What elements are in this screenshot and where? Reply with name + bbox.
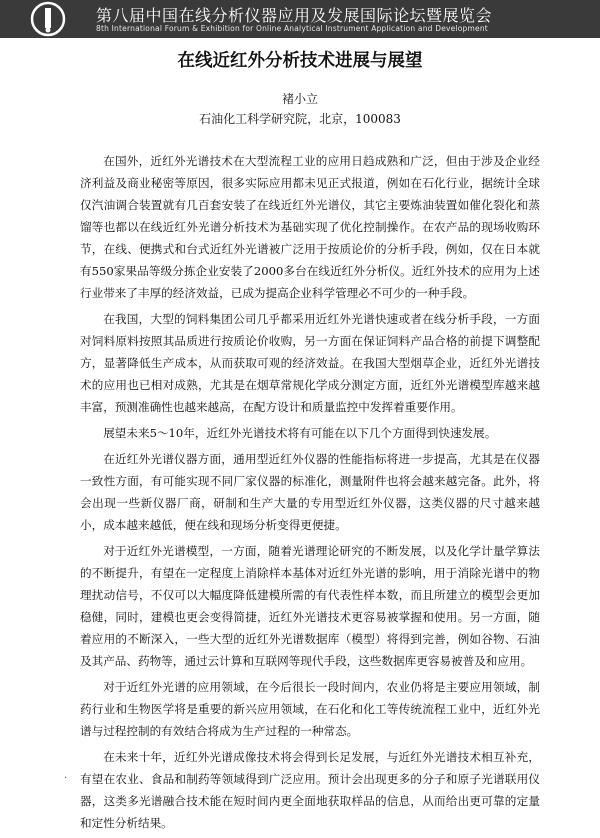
conference-banner — [0, 0, 600, 38]
paragraph: 对于近红外光谱模型，一方面，随着光谱理论研究的不断发展，以及化学计量学算法的不断提升，有望在一定程度上消除样本基体对近红外光谱的影响，用于消除光谱中的物理扰动信号，不仅可以大幅度降低建模所需的有代表性样本数，而且所建立的模型会更加稳健，同时，建模也更会变得简捷，近红外光谱技术更容易被掌握和使用。另一方面，随着应用的不断深入，一些大型的近红外光谱数据库（模型）将得到完善，例如谷物、石油及其产品、药物等，通过云计算和互联网等现代手段，这些数据库更容易被普及和应用。 — [80, 544, 540, 668]
paragraph: 对于近红外光谱的应用领域，在今后很长一段时间内，农业仍将是主要应用领域，制药行业和生物医学将是重要的新兴应用领域，在石化和化工等传统流程工业中，近红外光谱与过程控制的有效结合将成为生产过程的一种常态。 — [80, 680, 540, 738]
paragraph: 展望未来5～10年，近红外光谱技术将有可能在以下几个方面得到快速发展。 — [103, 426, 497, 440]
affiliation: 石油化工科学研究院，北京，100083 — [199, 112, 401, 126]
banner-subtitle: 8th International Forum & Exhibition for Online Analytical Instrument Application and Development — [96, 24, 488, 33]
paragraph: 在未来十年，近红外光谱成像技术将会得到长足发展，与近红外光谱技术相互补充，有望在农业、食品和制药等领域得到广泛应用。预计会出现更多的分子和原子光谱联用仪器，这类多光谱融合技术能在短时间内更全面地获取样品的信息，从而给出更可靠的定量和定性分析结果。 — [80, 750, 540, 830]
paragraph: 在我国，大型的饲料集团公司几乎都采用近红外光谱快速或者在线分析手段，一方面对饲料原料按照其品质进行按质论价收购，另一方面在保证饲料产品合格的前提下调整配方，显著降低生产成本，从而获取可观的经济效益。在我国大型烟草企业，近红外光谱技术的应用也已相对成熟，尤其是在烟草常规化学成分测定方面，近红外光谱模型库越来越丰富，预测准确性也越来越高，在配方设计和质量监控中发挥着重要作用。 — [80, 312, 540, 414]
conference-logo-icon — [30, 1, 66, 37]
scan-mark: · — [64, 773, 68, 784]
paper-title: 在线近红外分析技术进展与展望 — [177, 51, 423, 71]
author: 褚小立 — [281, 92, 318, 106]
banner-title: 第八届中国在线分析仪器应用及发展国际论坛暨展览会 — [96, 6, 493, 25]
paragraph: 在近红外光谱仪器方面，通用型近红外仪器的性能指标将进一步提高，尤其是在仪器一致性方面，有可能实现不同厂家仪器的标准化，测量附件也将会越来越完备。此外，将会出现一些新仪器厂商，研制和生产大量的专用型近红外仪器，这类仪器的尺寸越来越小，成本越来越低，便在线和现场分析变得更便捷。 — [80, 452, 540, 532]
paper-body — [80, 150, 540, 838]
paragraph: 在国外，近红外光谱技术在大型流程工业的应用日趋成熟和广泛，但由于涉及企业经济利益及商业秘密等原因，很多实际应用都未见正式报道，例如在石化行业，据统计全球仅汽油调合装置就有几百套安装了在线近红外光谱仪，其它主要炼油装置如催化裂化和蒸馏等也都以在线近红外光谱分析技术为基础实现了优化控制操作。在农产品的现场收购环节，在线、便携式和台式近红外光谱被广泛用于按质论价的分析手段，例如，仅在日本就有550家果品等级分拣企业安装了2000多台在线近红外分析仪。近红外技术的应用为上述行业带来了丰厚的经济效益，已成为提高企业科学管理必不可少的一种手段。 — [80, 154, 540, 300]
